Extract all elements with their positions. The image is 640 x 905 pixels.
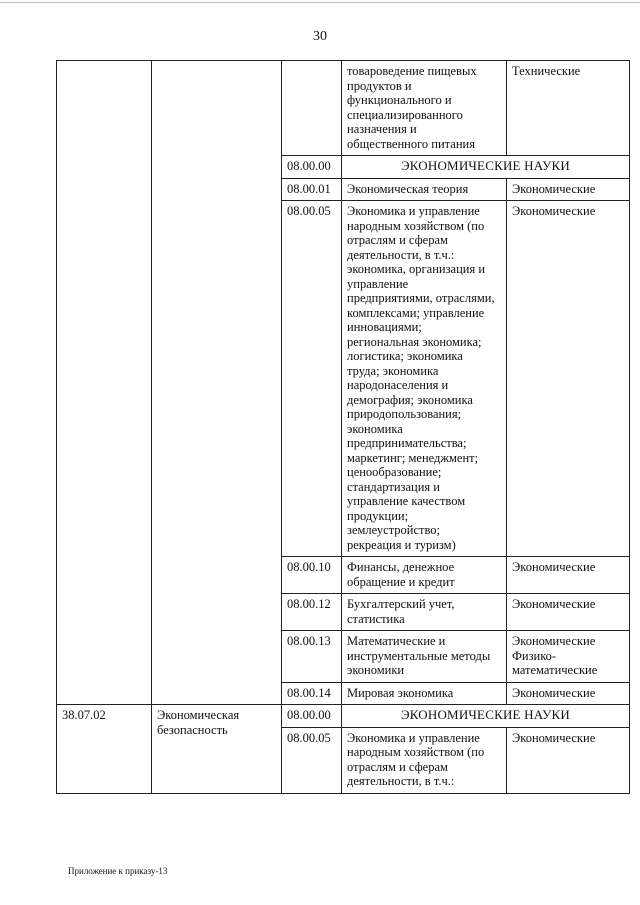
name-cell: Математические и инструментальные методы экономики xyxy=(342,631,507,683)
code-cell: 08.00.00 xyxy=(282,156,342,179)
branch-cell: Экономические xyxy=(507,594,630,631)
code-cell: 08.00.13 xyxy=(282,631,342,683)
section-title: ЭКОНОМИЧЕСКИЕ НАУКИ xyxy=(342,156,630,179)
code-cell: 08.00.00 xyxy=(282,705,342,728)
code-cell xyxy=(282,61,342,156)
code-cell: 08.00.12 xyxy=(282,594,342,631)
table-row xyxy=(57,61,630,156)
page-footer: Приложение к приказу-13 xyxy=(68,866,168,876)
name-cell: Экономика и управление народным хозяйством (по отраслям и сферам деятельности, в т.ч.: xyxy=(342,727,507,793)
branch-cell: Экономические xyxy=(507,682,630,705)
branch-cell: Экономические xyxy=(507,727,630,793)
section-title: ЭКОНОМИЧЕСКИЕ НАУКИ xyxy=(342,705,630,728)
table-row xyxy=(57,705,630,728)
branch-cell: Технические xyxy=(507,61,630,156)
branch-cell: Экономические xyxy=(507,201,630,557)
spec-name-cell xyxy=(152,61,282,705)
name-cell: товароведение пищевых продуктов и функционального и специализированного назначения и общественного питания xyxy=(342,61,507,156)
spec-code-cell: 38.07.02 xyxy=(57,705,152,794)
page-number: 30 xyxy=(313,29,327,44)
page-top-edge xyxy=(0,2,640,3)
name-cell: Бухгалтерский учет, статистика xyxy=(342,594,507,631)
spec-code-cell xyxy=(57,61,152,705)
code-cell: 08.00.05 xyxy=(282,727,342,793)
code-cell: 08.00.01 xyxy=(282,178,342,201)
code-cell: 08.00.14 xyxy=(282,682,342,705)
name-cell: Экономическая теория xyxy=(342,178,507,201)
branch-cell: Экономические xyxy=(507,178,630,201)
branch-cell: Экономические xyxy=(507,557,630,594)
name-cell: Финансы, денежное обращение и кредит xyxy=(342,557,507,594)
code-cell: 08.00.10 xyxy=(282,557,342,594)
name-cell: Экономика и управление народным хозяйством (по отраслям и сферам деятельности, в т.ч.: экономика, организация и управление предприятиями, отраслями, комплексами; управление инновациями; региональная экономика; логистика; экономика труда; экономика народонаселения и демография; экономика природопользования; экономика предпринимательства; маркетинг; менеджмент; ценообразование; стандартизация и управление качеством продукции; землеустройство; рекреация и туризм) xyxy=(342,201,507,557)
specialty-table xyxy=(56,60,630,794)
code-cell: 08.00.05 xyxy=(282,201,342,557)
branch-cell: Экономические Физико- математические xyxy=(507,631,630,683)
name-cell: Мировая экономика xyxy=(342,682,507,705)
spec-name-cell: Экономическая безопасность xyxy=(152,705,282,794)
